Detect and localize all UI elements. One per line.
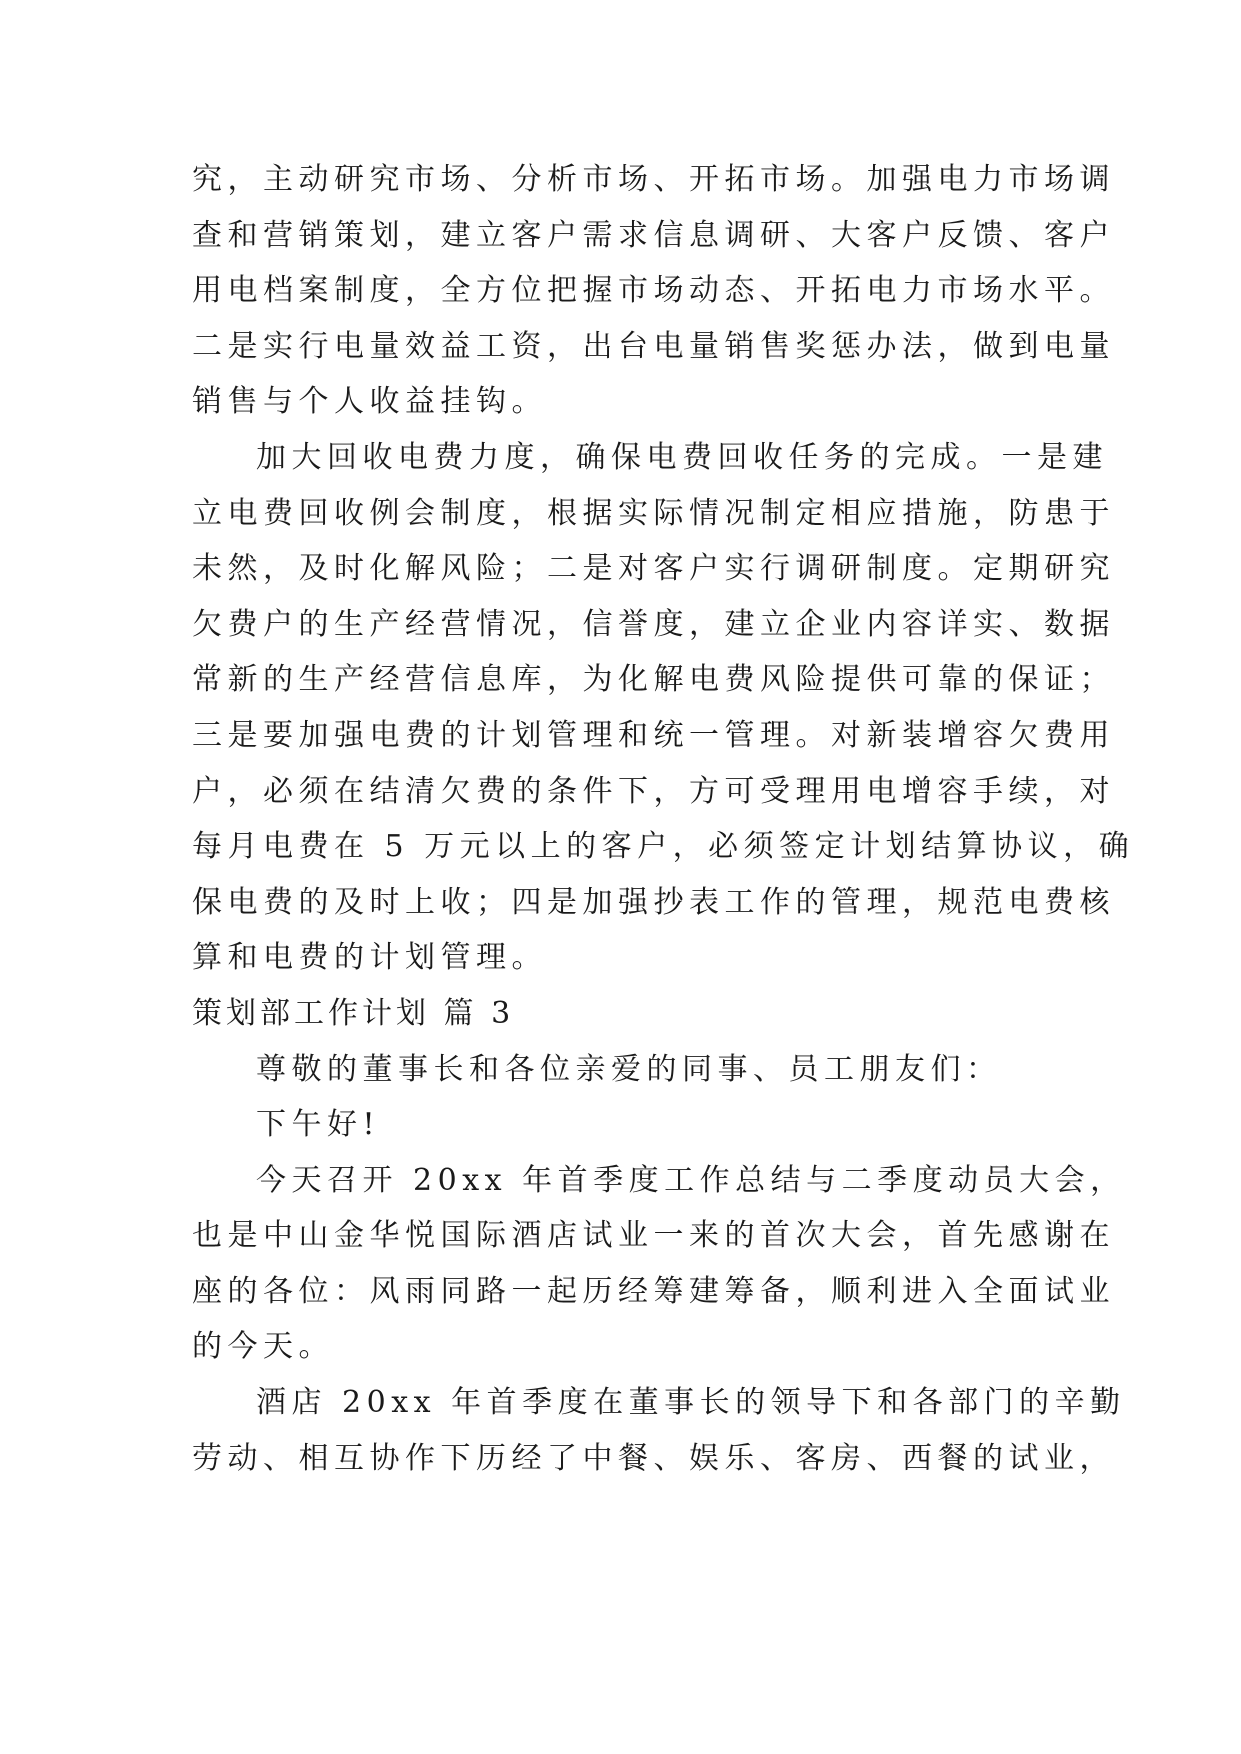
text-line: 座的各位：风雨同路一起历经筹建筹备，顺利进入全面试业 xyxy=(192,1273,1115,1309)
text-line: 未然，及时化解风险；二是对客户实行调研制度。定期研究 xyxy=(192,551,1115,587)
document-body xyxy=(192,160,1135,1494)
text-line: 也是中山金华悦国际酒店试业一来的首次大会，首先感谢在 xyxy=(192,1218,1115,1254)
text-line: 查和营销策划，建立客户需求信息调研、大客户反馈、客户 xyxy=(192,217,1115,253)
text-line: 销售与个人收益挂钩。 xyxy=(192,384,547,420)
text-line: 立电费回收例会制度，根据实际情况制定相应措施，防患于 xyxy=(192,495,1115,531)
text-line: 二是实行电量效益工资，出台电量销售奖惩办法，做到电量 xyxy=(192,328,1115,364)
text-line: 三是要加强电费的计划管理和统一管理。对新装增容欠费用 xyxy=(192,717,1115,753)
text-line: 劳动、相互协作下历经了中餐、娱乐、客房、西餐的试业， xyxy=(192,1440,1115,1476)
text-line: 常新的生产经营信息库，为化解电费风险提供可靠的保证； xyxy=(192,662,1115,698)
text-line: 保电费的及时上收；四是加强抄表工作的管理，规范电费核 xyxy=(192,884,1115,920)
text-line: 的今天。 xyxy=(192,1329,334,1365)
text-line: 尊敬的董事长和各位亲爱的同事、员工朋友们： xyxy=(256,1051,1002,1087)
text-line: 加大回收电费力度，确保电费回收任务的完成。一是建 xyxy=(256,439,1108,475)
text-line: 酒店 20xx 年首季度在董事长的领导下和各部门的辛勤 xyxy=(256,1385,1126,1421)
text-line: 户，必须在结清欠费的条件下，方可受理用电增容手续，对 xyxy=(192,773,1115,809)
text-line: 每月电费在 5 万元以上的客户，必须签定计划结算协议，确 xyxy=(192,829,1135,865)
text-line: 究，主动研究市场、分析市场、开拓市场。加强电力市场调 xyxy=(192,162,1115,197)
text-line: 下午好! xyxy=(256,1107,381,1143)
text-line: 欠费户的生产经营情况，信誉度，建立企业内容详实、数据 xyxy=(192,606,1115,642)
text-line: 算和电费的计划管理。 xyxy=(192,940,547,976)
text-line: 今天召开 20xx 年首季度工作总结与二季度动员大会， xyxy=(256,1162,1126,1198)
text-line: 用电档案制度，全方位把握市场动态、开拓电力市场水平。 xyxy=(192,273,1115,309)
section-heading: 策划部工作计划 篇 3 xyxy=(192,995,515,1031)
